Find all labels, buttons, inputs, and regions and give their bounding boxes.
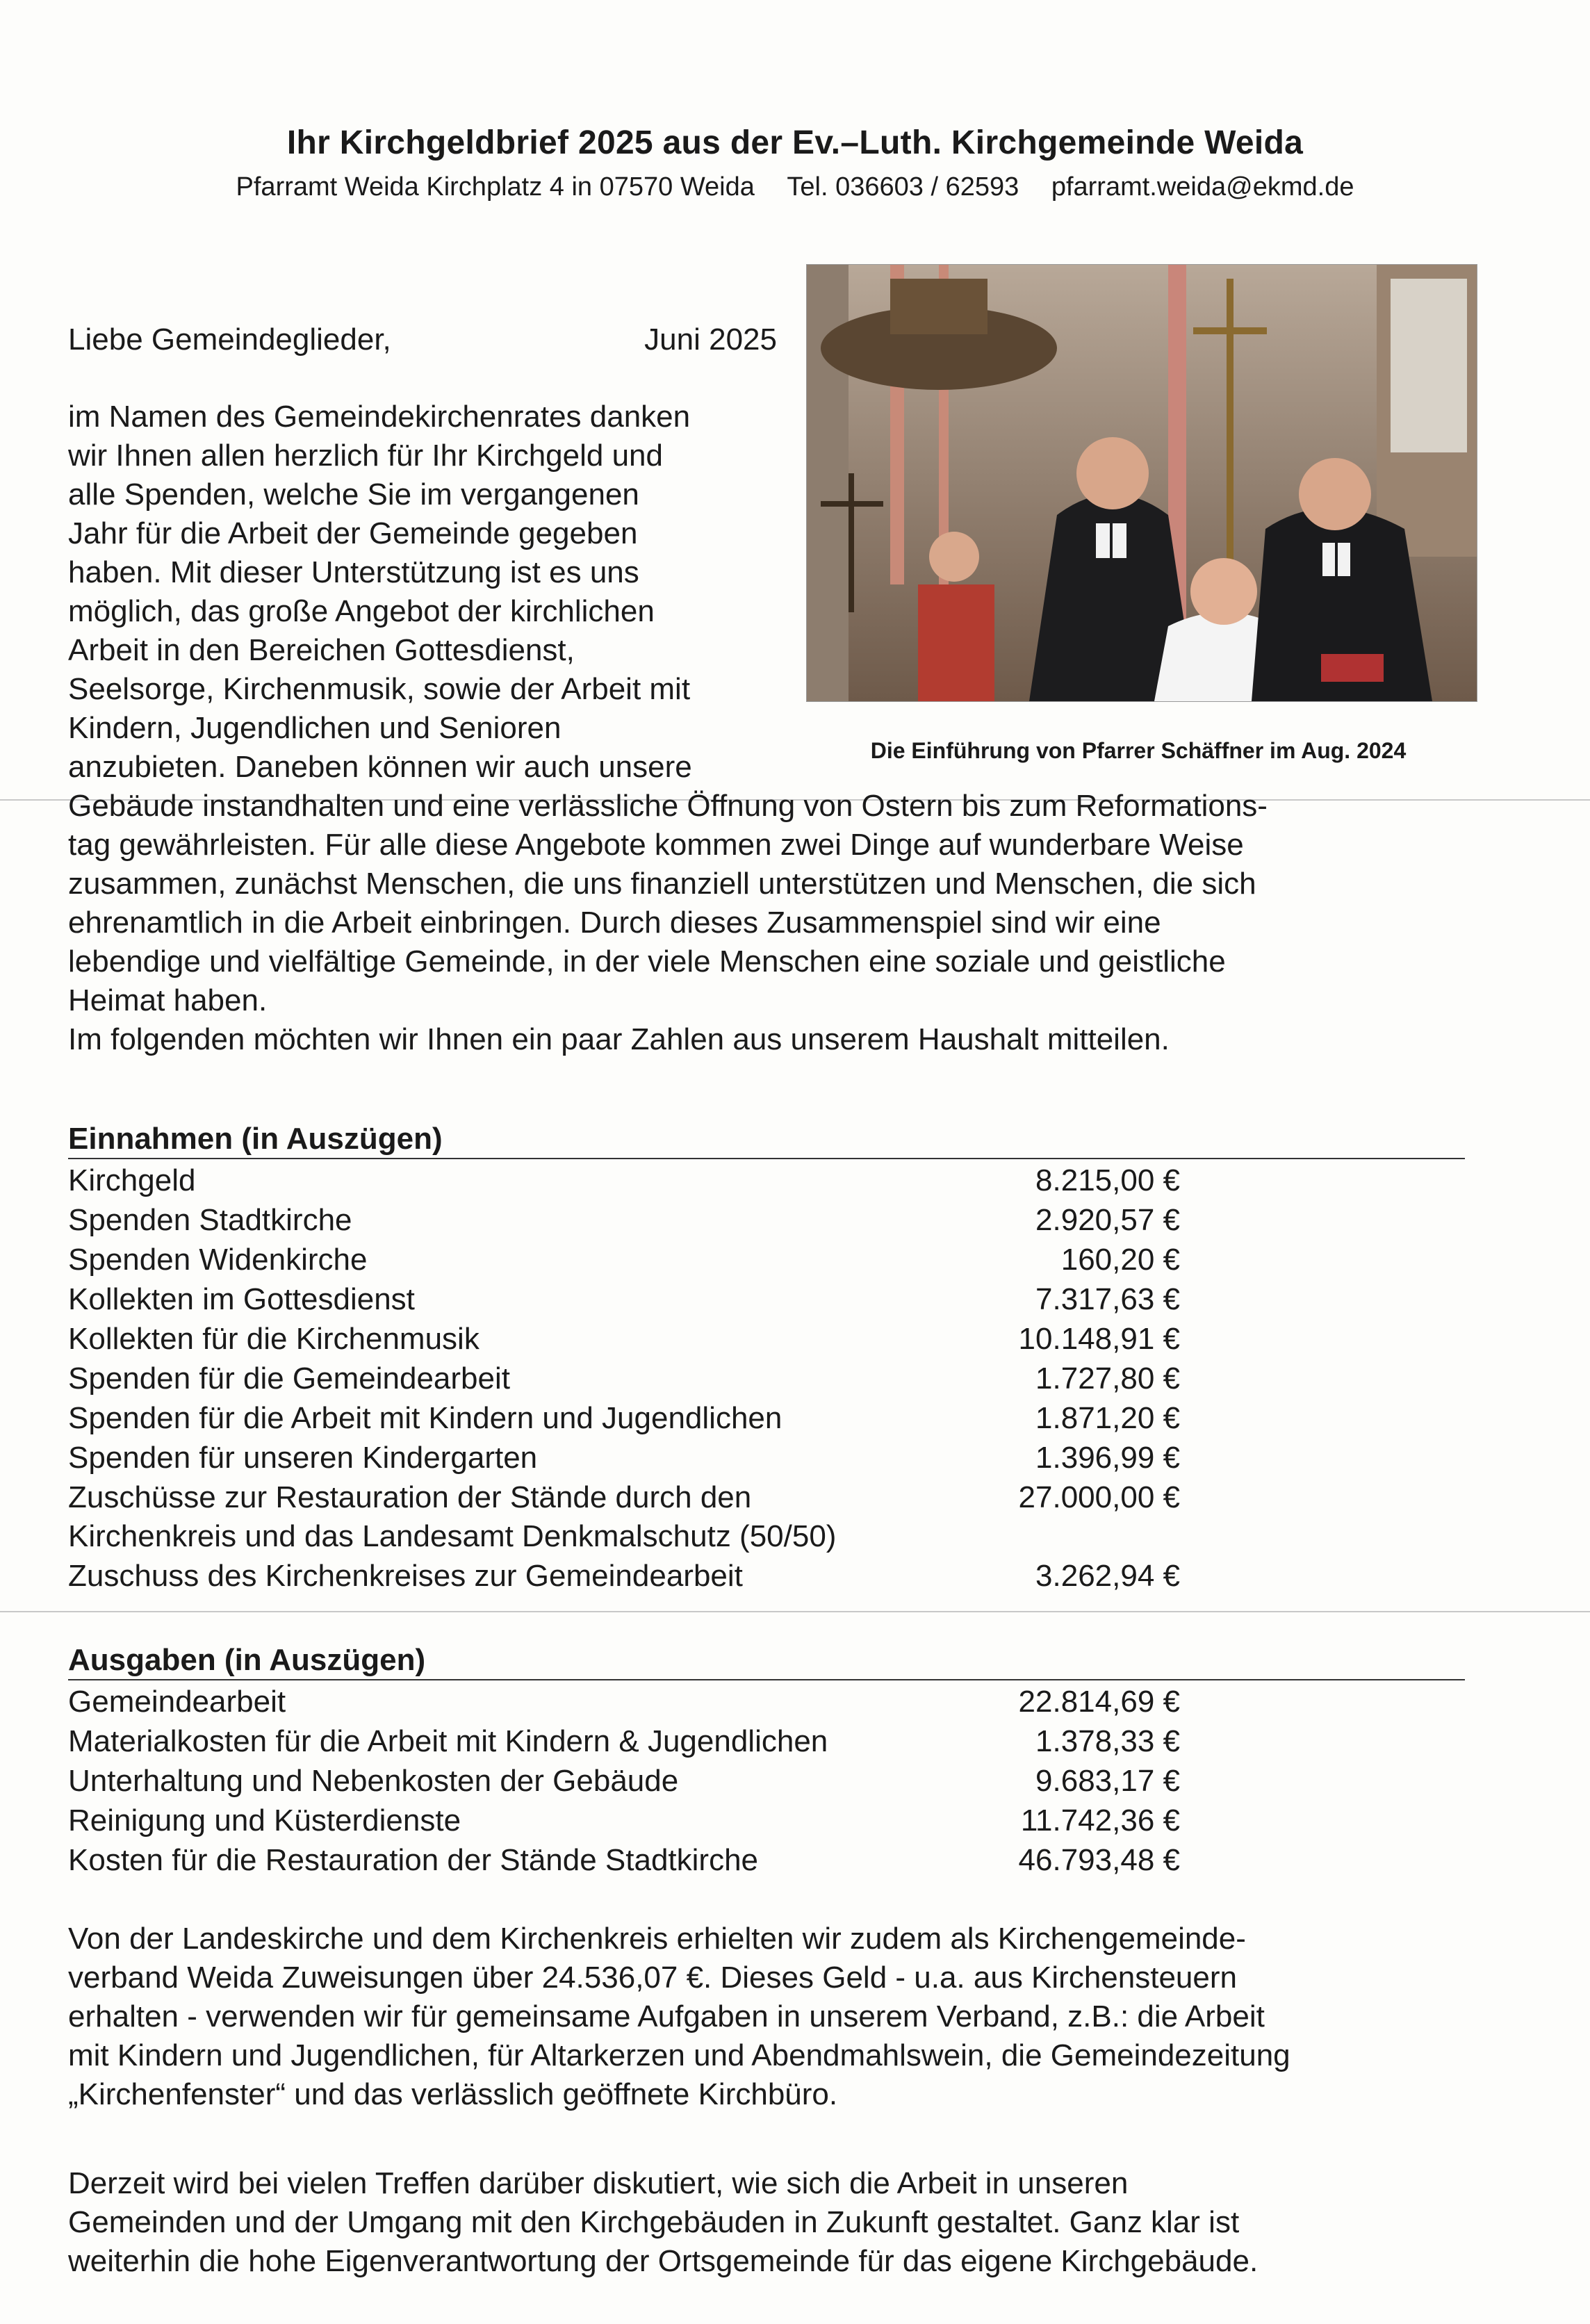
salutation: Liebe Gemeindeglieder, (68, 322, 391, 357)
table-row (68, 1322, 1180, 1361)
text-line: mit Kindern und Jugendlichen, für Altarkerzen und Abendmahlswein, die Gemeindezeitung (68, 2038, 1290, 2072)
letter-date: Juni 2025 (644, 322, 777, 357)
row-label: Kollekten im Gottesdienst (68, 1282, 415, 1316)
text-line: möglich, das große Angebot der kirchlichen (68, 594, 655, 628)
text-line: alle Spenden, welche Sie im vergangenen (68, 477, 639, 512)
row-amount: 8.215,00 € (1035, 1163, 1180, 1197)
table-row (68, 1764, 1180, 1803)
greeting (68, 322, 777, 357)
text-line: haben. Mit dieser Unterstützung ist es uns (68, 555, 639, 589)
text-line: tag gewährleisten. Für alle diese Angebote kommen zwei Dinge auf wunderbare Weise (68, 828, 1244, 862)
text-line: zusammen, zunächst Menschen, die uns finanziell unterstützen und Menschen, die sich (68, 867, 1256, 901)
row-label: Kosten für die Restauration der Stände Stadtkirche (68, 1843, 759, 1877)
text-line: wir Ihnen allen herzlich für Ihr Kirchgeld und (68, 439, 664, 473)
letter-contact (0, 172, 1590, 202)
table-row (68, 1361, 1180, 1401)
letter-title: Ihr Kirchgeldbrief 2025 aus der Ev.–Luth. Kirchgemeinde Weida (286, 124, 1304, 161)
row-label: Gemeindearbeit (68, 1685, 286, 1719)
row-amount: 2.920,57 € (1035, 1203, 1180, 1237)
row-amount: 22.814,69 € (1018, 1685, 1180, 1719)
table-row (68, 1163, 1180, 1203)
row-label: Spenden Stadtkirche (68, 1203, 352, 1237)
table-row (68, 1441, 1180, 1480)
row-amount: 3.262,94 € (1035, 1559, 1180, 1593)
intro-paragraph-narrow (68, 398, 805, 787)
contact-address: Pfarramt Weida Kirchplatz 4 in 07570 Weida (236, 172, 755, 202)
row-amount: 46.793,48 € (1018, 1843, 1180, 1877)
text-line: Im folgenden möchten wir Ihnen ein paar Zahlen aus unserem Haushalt mitteilen. (68, 1022, 1170, 1056)
expenses-table (68, 1685, 1180, 1883)
row-label: Kollekten für die Kirchenmusik (68, 1322, 480, 1356)
income-table (68, 1163, 1180, 1598)
text-line: Heimat haben. (68, 983, 268, 1017)
table-row (68, 1724, 1180, 1764)
text-line: Kindern, Jugendlichen und Senioren (68, 711, 562, 745)
intro-paragraph-wide (68, 787, 1527, 1059)
row-amount: 7.317,63 € (1035, 1282, 1180, 1316)
fold-line (0, 1611, 1590, 1612)
table-row (68, 1559, 1180, 1598)
row-amount: 1.378,33 € (1035, 1724, 1180, 1758)
table-row (68, 1401, 1180, 1441)
table-row (68, 1685, 1180, 1724)
row-label: Zuschuss des Kirchenkreises zur Gemeindearbeit (68, 1559, 743, 1593)
row-amount: 1.396,99 € (1035, 1441, 1180, 1475)
row-amount: 11.742,36 € (1020, 1803, 1180, 1838)
row-amount: 27.000,00 € (1018, 1480, 1180, 1514)
table-row (68, 1203, 1180, 1243)
text-line: verband Weida Zuweisungen über 24.536,07 €. Dieses Geld - u.a. aus Kirchensteuern (68, 1961, 1237, 1995)
text-line: Jahr für die Arbeit der Gemeinde gegeben (68, 516, 638, 550)
table-row (68, 1282, 1180, 1322)
text-line: Derzeit wird bei vielen Treffen darüber diskutiert, wie sich die Arbeit in unseren (68, 2166, 1129, 2200)
row-label: Materialkosten für die Arbeit mit Kindern & Jugendlichen (68, 1724, 828, 1758)
text-line: Von der Landeskirche und dem Kirchenkreis erhielten wir zudem als Kirchengemeinde- (68, 1922, 1246, 1956)
income-rule (68, 1158, 1465, 1159)
text-line: weiterhin die hohe Eigenverantwortung der Ortsgemeinde für das eigene Kirchgebäude. (68, 2244, 1259, 2278)
table-row (68, 1803, 1180, 1843)
photo-caption: Die Einführung von Pfarrer Schäffner im Aug. 2024 (870, 738, 1407, 763)
row-label: Unterhaltung und Nebenkosten der Gebäude (68, 1764, 679, 1798)
row-label: Spenden für die Gemeindearbeit (68, 1361, 510, 1396)
text-line: „Kirchenfenster“ und das verlässlich geöffnete Kirchbüro. (68, 2077, 838, 2111)
table-row (68, 1843, 1180, 1883)
row-label: Reinigung und Küsterdienste (68, 1803, 461, 1838)
expenses-rule (68, 1679, 1465, 1680)
text-line: anzubieten. Daneben können wir auch unsere (68, 750, 692, 784)
allocation-paragraph (68, 1920, 1541, 2114)
text-line: Gebäude instandhalten und eine verlässliche Öffnung von Ostern bis zum Reformations- (68, 789, 1268, 823)
row-amount: 1.727,80 € (1035, 1361, 1180, 1396)
text-line: lebendige und vielfältige Gemeinde, in der viele Menschen eine soziale und geistliche (68, 944, 1226, 979)
row-label: Zuschüsse zur Restauration der Stände durch den (68, 1480, 752, 1514)
table-row (68, 1480, 1180, 1559)
row-label: Kirchgeld (68, 1163, 196, 1197)
row-label-continued: Kirchenkreis und das Landesamt Denkmalschutz (50/50) (68, 1519, 837, 1553)
text-line: Seelsorge, Kirchenmusik, sowie der Arbeit mit (68, 672, 691, 706)
row-amount: 160,20 € (1060, 1243, 1180, 1277)
text-line: Arbeit in den Bereichen Gottesdienst, (68, 633, 575, 667)
row-label: Spenden für unseren Kindergarten (68, 1441, 538, 1475)
text-line: ehrenamtlich in die Arbeit einbringen. Durch dieses Zusammenspiel sind wir eine (68, 906, 1161, 940)
expenses-heading: Ausgaben (in Auszügen) (68, 1643, 426, 1677)
income-heading: Einnahmen (in Auszügen) (68, 1122, 443, 1156)
text-line: erhalten - verwenden wir für gemeinsame Aufgaben in unserem Verband, z.B.: die Arbeit (68, 1999, 1265, 2034)
contact-phone: Tel. 036603 / 62593 (787, 172, 1019, 202)
row-amount: 9.683,17 € (1035, 1764, 1180, 1798)
text-line: im Namen des Gemeindekirchenrates danken (68, 400, 691, 434)
row-amount: 10.148,91 € (1018, 1322, 1180, 1356)
row-amount: 1.871,20 € (1035, 1401, 1180, 1435)
future-paragraph (68, 2164, 1541, 2281)
church-photo (806, 264, 1477, 702)
text-line: Gemeinden und der Umgang mit den Kirchgebäuden in Zukunft gestaltet. Ganz klar ist (68, 2205, 1240, 2239)
table-row (68, 1243, 1180, 1282)
row-label: Spenden Widenkirche (68, 1243, 368, 1277)
row-label: Spenden für die Arbeit mit Kindern und Jugendlichen (68, 1401, 782, 1435)
contact-email: pfarramt.weida@ekmd.de (1051, 172, 1354, 202)
